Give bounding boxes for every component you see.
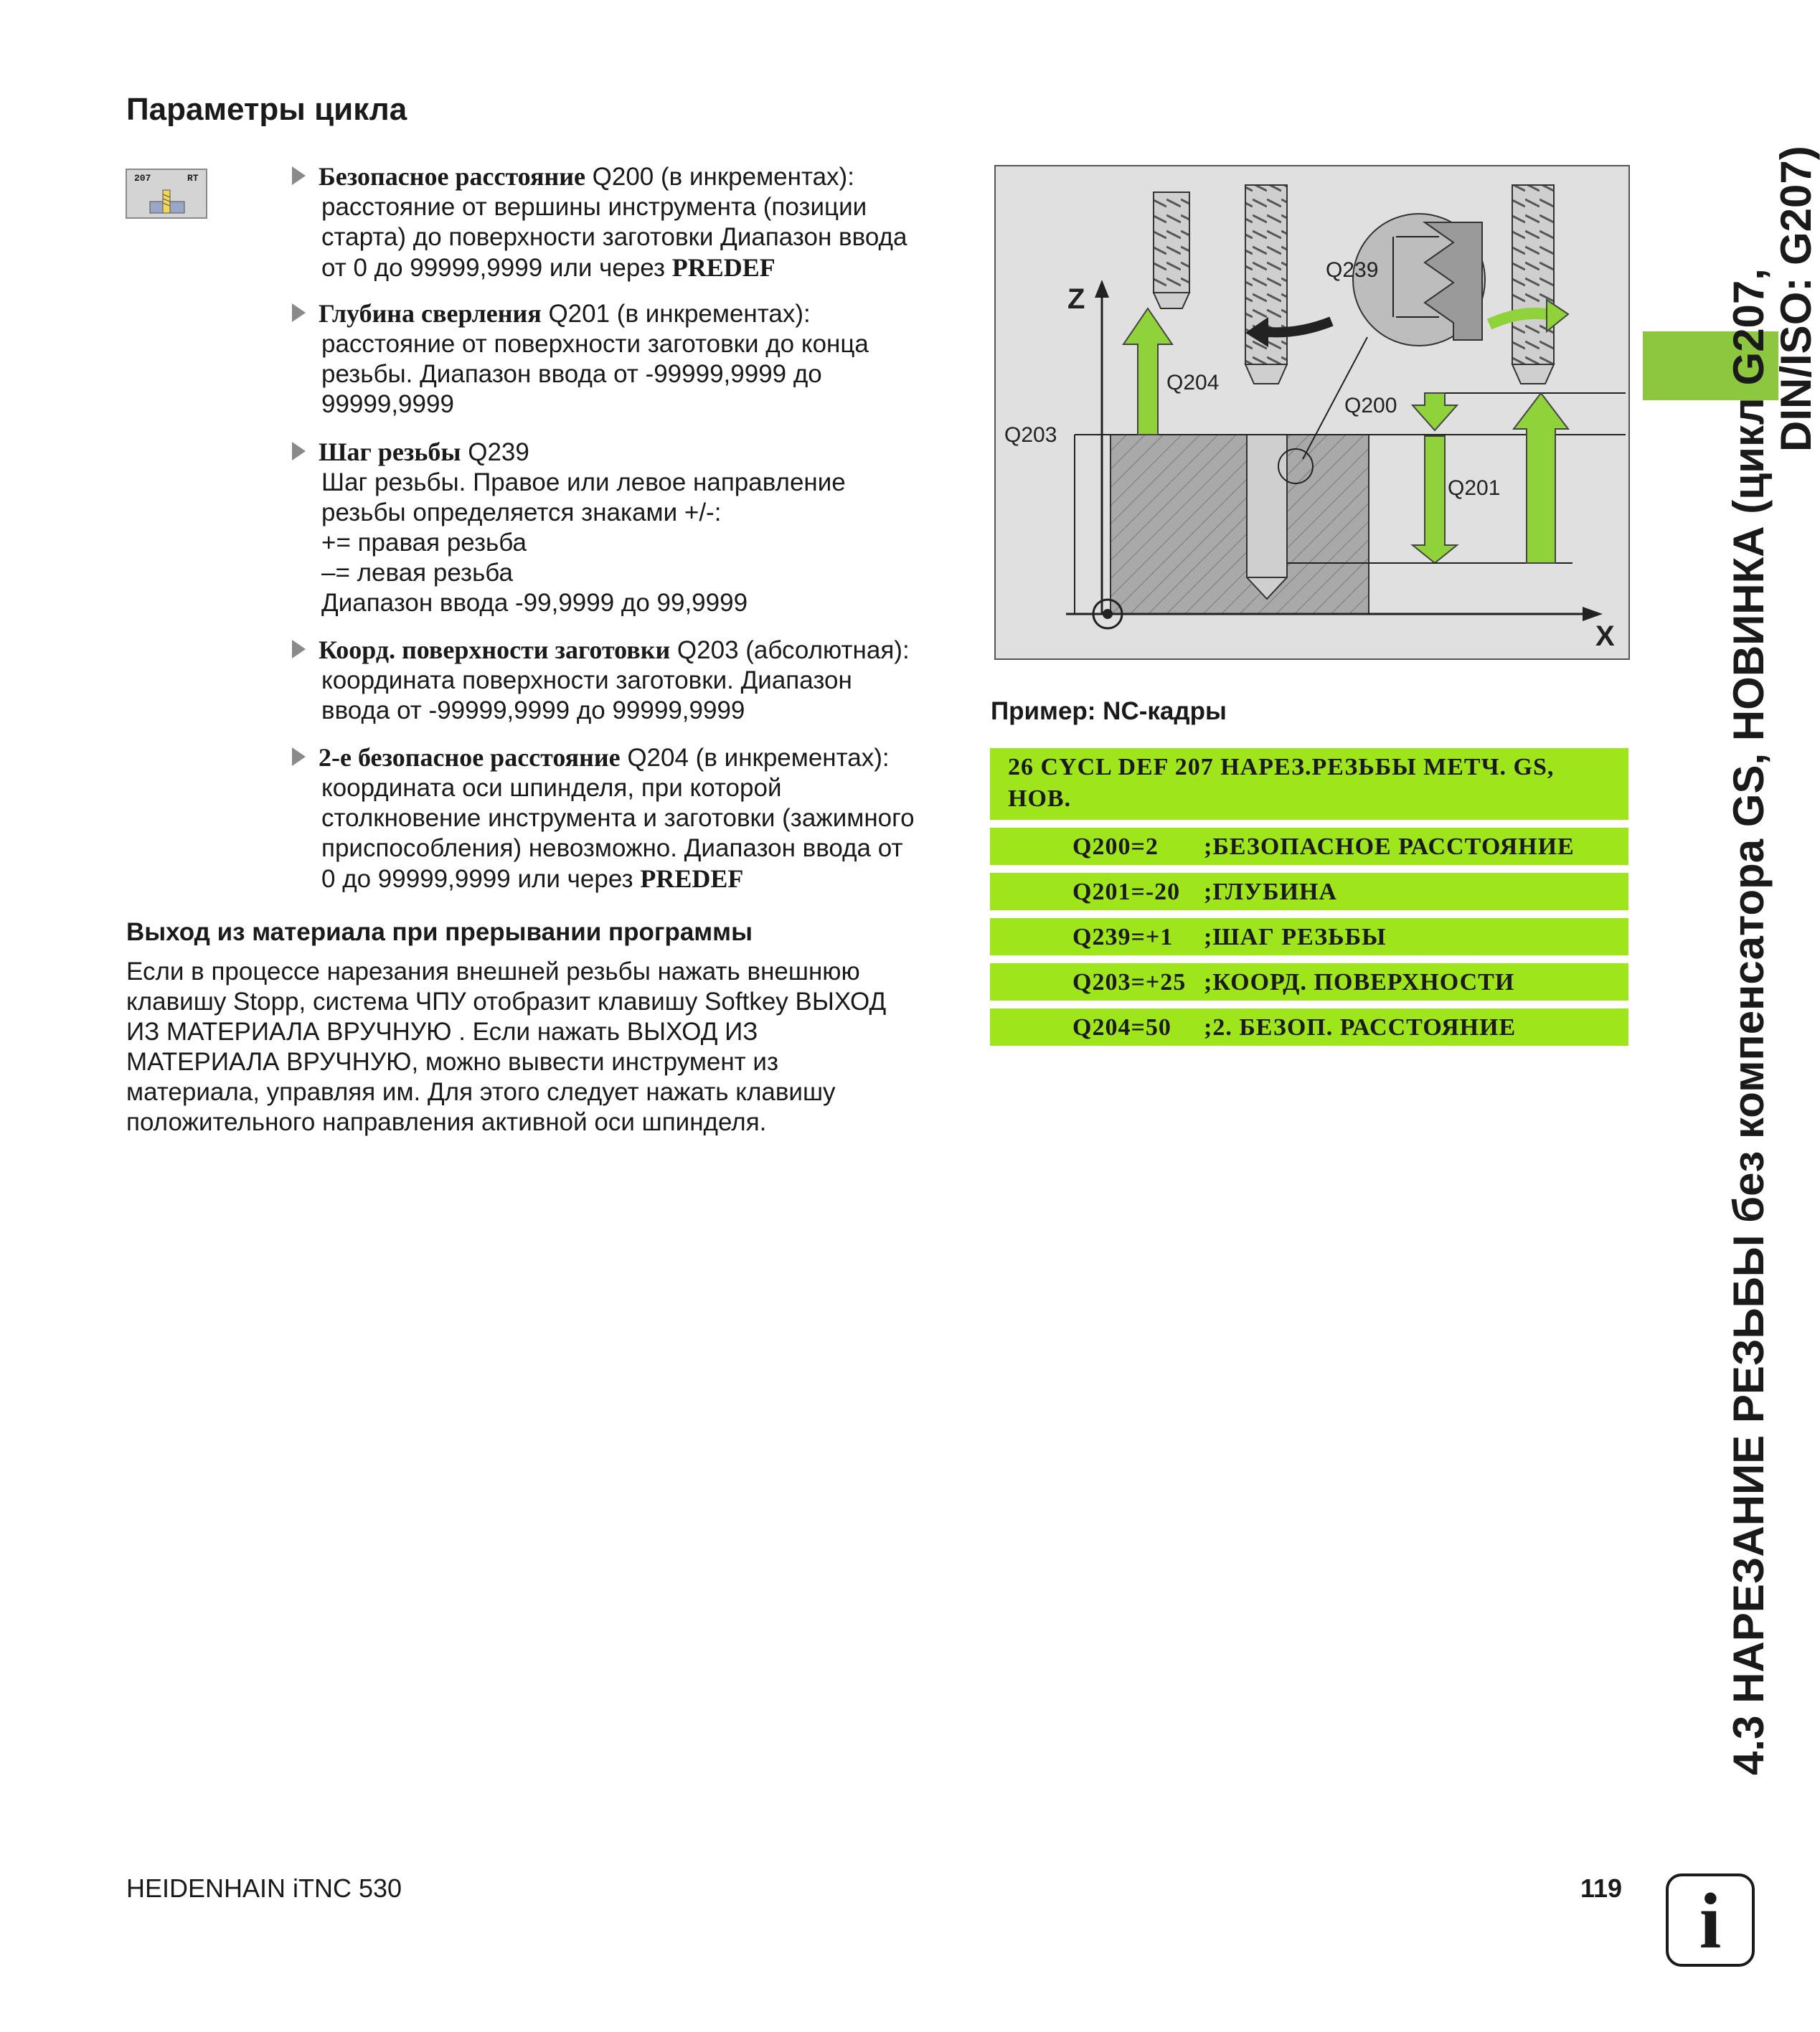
nc-block-header <box>990 748 1628 820</box>
param-text-line: расстояние от вершины инструмента (позиции <box>321 193 867 221</box>
nc-comment: ;ШАГ РЕЗЬБЫ <box>1204 924 1387 950</box>
info-glyph: i <box>1699 1877 1722 1965</box>
footer-brand: HEIDENHAIN iTNC 530 <box>126 1873 402 1903</box>
q200-label: Q200 <box>1344 394 1397 417</box>
side-chapter-title <box>1725 90 1820 1775</box>
exit-paragraph <box>126 957 987 1138</box>
nc-param: Q203=+25 <box>1072 969 1187 996</box>
param-text-line: ввода от -99999,9999 до 99999,9999 <box>321 696 745 724</box>
drilled-hole <box>1247 435 1287 599</box>
param-qcode: Q239 <box>461 438 529 466</box>
param-name: 2-е безопасное расстояние <box>319 743 621 772</box>
param-text-line: координата поверхности заготовки. Диапазон <box>321 666 852 694</box>
bullet-triangle-icon <box>292 166 306 185</box>
bullet-triangle-icon <box>292 640 306 658</box>
param-text-line: столкновение инструмента и заготовки (зажимного <box>321 804 915 832</box>
nc-param: Q239=+1 <box>1072 924 1174 950</box>
nc-row <box>990 828 1628 865</box>
param-q200 <box>294 161 961 283</box>
tap-glyph-icon <box>147 187 187 216</box>
exit-subheading: Выход из материала при прерывании программы <box>126 918 753 946</box>
cycle-icon-number: 207 <box>134 173 151 184</box>
exit-text-line: Если в процессе нарезания внешней резьбы нажать внешнюю <box>126 958 860 986</box>
workpiece <box>1111 435 1369 614</box>
param-text-line: резьбы определяется знаками +/-: <box>321 498 722 526</box>
section-heading: Параметры цикла <box>126 92 407 127</box>
exit-text-line: МАТЕРИАЛА ВРУЧНУЮ, можно вывести инструмент из <box>126 1048 779 1076</box>
nc-row <box>990 873 1628 910</box>
z-axis-label: Z <box>1067 283 1085 315</box>
param-text-line: старта) до поверхности заготовки Диапазон ввода <box>321 223 907 251</box>
cycle-icon-tag: RT <box>187 173 199 184</box>
param-name: Безопасное расстояние <box>319 162 585 191</box>
param-q204 <box>294 742 961 894</box>
example-title: Пример: NC-кадры <box>991 697 1227 725</box>
bullet-triangle-icon <box>292 747 306 766</box>
cycle-207-icon <box>126 169 207 219</box>
predef-keyword: PREDEF <box>640 864 744 893</box>
nc-comment: ;ГЛУБИНА <box>1204 879 1338 905</box>
param-text-line: –= левая резьба <box>321 559 514 587</box>
side-title-line: 4.3 НАРЕЗАНИЕ РЕЗЬБЫ без компенсатора GS, НОВИНКА (цикл G207, <box>1725 268 1773 1775</box>
exit-text-line: клавишу Stopp, система ЧПУ отобразит клавишу Softkey ВЫХОД <box>126 988 887 1016</box>
nc-row <box>990 918 1628 955</box>
param-qcode: Q201 (в инкрементах): <box>541 300 811 328</box>
param-text-line: Диапазон ввода -99,9999 до 99,9999 <box>321 589 748 617</box>
exit-text-line: ИЗ МАТЕРИАЛА ВРУЧНУЮ . Если нажать ВЫХОД ИЗ <box>126 1018 758 1046</box>
nc-header-line: 26 CYCL DEF 207 НАРЕЗ.РЕЗЬБЫ МЕТЧ. GS, <box>1008 754 1555 780</box>
nc-header-line: НОВ. <box>1008 785 1072 812</box>
exit-text-line: положительного направления активной оси шпинделя. <box>126 1108 767 1136</box>
x-axis-label: X <box>1595 620 1615 652</box>
q239-label: Q239 <box>1326 258 1379 282</box>
param-text-line: 0 до 99999,9999 или через <box>321 865 641 893</box>
predef-keyword: PREDEF <box>671 253 775 282</box>
nc-row <box>990 963 1628 1001</box>
bullet-triangle-icon <box>292 303 306 322</box>
param-text-line: расстояние от поверхности заготовки до конца <box>321 330 869 358</box>
tapping-cycle-diagram <box>994 165 1630 660</box>
nc-row <box>990 1008 1628 1046</box>
param-qcode: Q200 (в инкрементах): <box>585 163 854 191</box>
page-number: 119 <box>1580 1873 1623 1903</box>
tap-tool-right <box>1512 185 1554 364</box>
bullet-triangle-icon <box>292 442 306 460</box>
param-text-line: резьбы. Диапазон ввода от -99999,9999 до <box>321 360 822 388</box>
q201-label: Q201 <box>1448 476 1501 500</box>
nc-comment: ;КООРД. ПОВЕРХНОСТИ <box>1204 969 1515 996</box>
nc-comment: ;БЕЗОПАСНОЕ РАССТОЯНИЕ <box>1204 833 1575 860</box>
param-text-line: 99999,9999 <box>321 390 454 418</box>
param-name: Шаг резьбы <box>319 438 461 466</box>
nc-param: Q200=2 <box>1072 833 1159 860</box>
tap-tool-left <box>1154 192 1189 293</box>
nc-param: Q204=50 <box>1072 1014 1171 1041</box>
side-title-line: DIN/ISO: G207) <box>1772 146 1820 452</box>
param-text-line: от 0 до 99999,9999 или через <box>321 254 672 282</box>
param-text-line: Шаг резьбы. Правое или левое направление <box>321 468 846 496</box>
info-icon <box>1666 1873 1755 1967</box>
param-q239 <box>294 437 961 618</box>
param-q203 <box>294 635 961 726</box>
param-text-line: приспособления) невозможно. Диапазон ввода от <box>321 834 903 862</box>
param-qcode: Q204 (в инкрементах): <box>620 744 890 772</box>
exit-text-line: материала, управляя им. Для этого следует нажать клавишу <box>126 1078 836 1106</box>
nc-comment: ;2. БЕЗОП. РАССТОЯНИЕ <box>1204 1014 1517 1041</box>
param-text-line: координата оси шпинделя, при которой <box>321 774 782 802</box>
param-name: Глубина сверления <box>319 299 542 328</box>
param-qcode: Q203 (абсолютная): <box>670 636 910 664</box>
q203-label: Q203 <box>1004 423 1057 447</box>
param-text-line: += правая резьба <box>321 529 527 557</box>
param-q201 <box>294 298 961 420</box>
param-name: Коорд. поверхности заготовки <box>319 635 671 664</box>
nc-param: Q201=-20 <box>1072 879 1181 905</box>
q204-label: Q204 <box>1166 371 1220 394</box>
